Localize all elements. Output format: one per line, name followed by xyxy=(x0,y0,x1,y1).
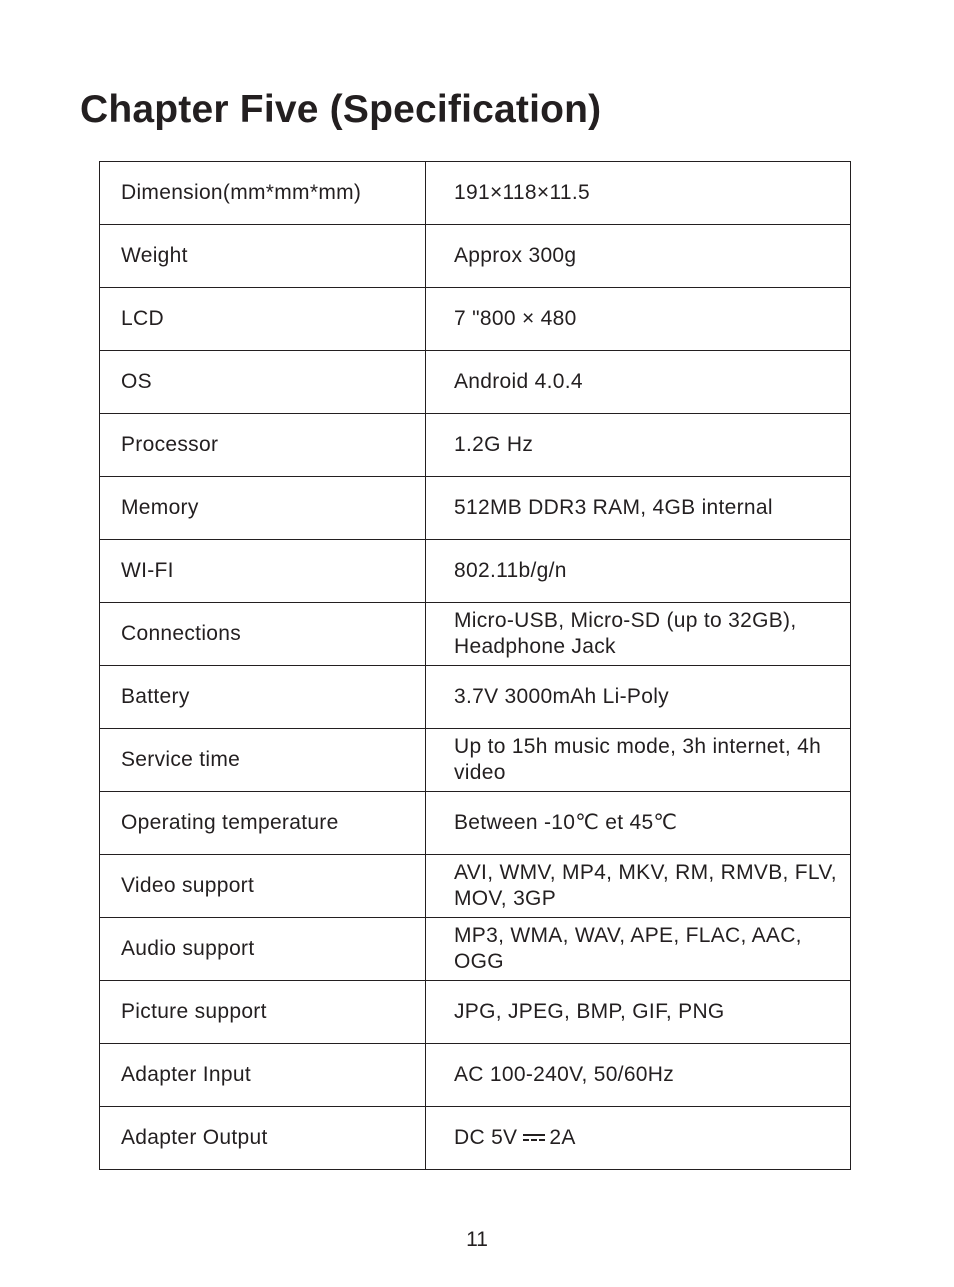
page-number: 11 xyxy=(466,1228,488,1251)
spec-label: Weight xyxy=(100,225,426,288)
spec-value: 512MB DDR3 RAM, 4GB internal xyxy=(426,477,851,540)
spec-label: Adapter Input xyxy=(100,1044,426,1107)
spec-value: AC 100-240V, 50/60Hz xyxy=(426,1044,851,1107)
table-row xyxy=(100,792,851,855)
spec-label: WI-FI xyxy=(100,540,426,603)
table-row xyxy=(100,162,851,225)
table-row xyxy=(100,477,851,540)
table-row xyxy=(100,666,851,729)
spec-label: Adapter Output xyxy=(100,1107,426,1170)
table-row xyxy=(100,729,851,792)
spec-value xyxy=(426,1107,851,1170)
page-title: Chapter Five (Specification) xyxy=(80,88,602,131)
table-row xyxy=(100,981,851,1044)
spec-label: Battery xyxy=(100,666,426,729)
spec-value: Approx 300g xyxy=(426,225,851,288)
spec-label: Audio support xyxy=(100,918,426,981)
adapter-output-current: 2A xyxy=(549,1126,576,1149)
table-row xyxy=(100,225,851,288)
spec-value: Up to 15h music mode, 3h internet, 4h video xyxy=(426,729,851,792)
table-row xyxy=(100,288,851,351)
spec-label: Connections xyxy=(100,603,426,666)
spec-label: LCD xyxy=(100,288,426,351)
specification-table xyxy=(99,161,851,1170)
spec-label: Video support xyxy=(100,855,426,918)
table-row xyxy=(100,351,851,414)
spec-value: Between -10℃ et 45℃ xyxy=(426,792,851,855)
spec-label: OS xyxy=(100,351,426,414)
table-row xyxy=(100,1044,851,1107)
table-row xyxy=(100,855,851,918)
spec-value: Android 4.0.4 xyxy=(426,351,851,414)
spec-value: 3.7V 3000mAh Li-Poly xyxy=(426,666,851,729)
spec-label: Picture support xyxy=(100,981,426,1044)
spec-value: AVI, WMV, MP4, MKV, RM, RMVB, FLV, MOV, 3GP xyxy=(426,855,851,918)
table-row xyxy=(100,918,851,981)
table-row xyxy=(100,603,851,666)
spec-label: Service time xyxy=(100,729,426,792)
spec-value: JPG, JPEG, BMP, GIF, PNG xyxy=(426,981,851,1044)
spec-value: 1.2G Hz xyxy=(426,414,851,477)
table-row xyxy=(100,540,851,603)
adapter-output-voltage: DC 5V xyxy=(454,1126,518,1149)
spec-label: Memory xyxy=(100,477,426,540)
spec-label: Processor xyxy=(100,414,426,477)
spec-value: MP3, WMA, WAV, APE, FLAC, AAC, OGG xyxy=(426,918,851,981)
dc-current-symbol-icon xyxy=(523,1133,545,1143)
spec-value: 7 "800 × 480 xyxy=(426,288,851,351)
table-row xyxy=(100,414,851,477)
spec-label: Dimension(mm*mm*mm) xyxy=(100,162,426,225)
table-row xyxy=(100,1107,851,1170)
spec-label: Operating temperature xyxy=(100,792,426,855)
spec-value: 802.11b/g/n xyxy=(426,540,851,603)
spec-value: 191×118×11.5 xyxy=(426,162,851,225)
spec-value: Micro-USB, Micro-SD (up to 32GB), Headphone Jack xyxy=(426,603,851,666)
